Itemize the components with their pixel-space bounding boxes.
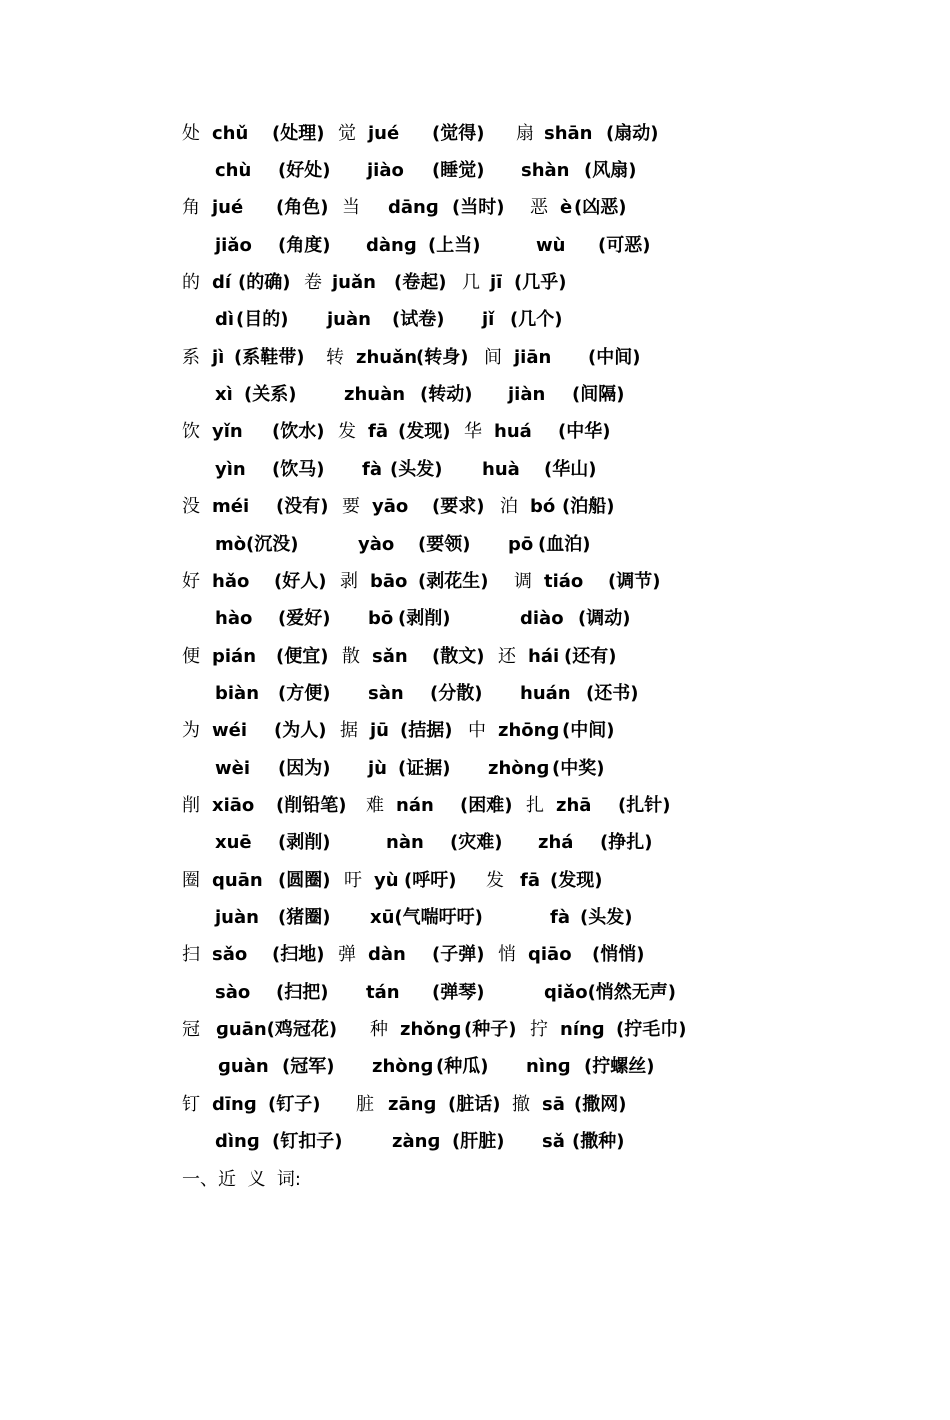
char: 发 xyxy=(338,421,356,442)
example-word: (撒种) xyxy=(572,1131,625,1152)
pinyin: bó xyxy=(530,496,556,517)
pinyin: yāo xyxy=(372,496,409,517)
line-5 xyxy=(182,268,567,298)
pinyin: nàn xyxy=(386,832,424,853)
example-word: (当时) xyxy=(452,197,505,218)
pinyin: sǎo xyxy=(212,944,248,965)
pinyin: fà xyxy=(550,907,570,928)
pinyin: chù xyxy=(215,160,252,181)
pinyin: jī xyxy=(490,272,503,293)
pinyin: zhǒnɡ xyxy=(400,1019,462,1040)
example-word: (卷起) xyxy=(394,272,447,293)
pinyin: ɡuàn xyxy=(218,1056,269,1077)
example-word: (钉子) xyxy=(268,1094,321,1115)
example-word: (要领) xyxy=(418,534,471,555)
char: 当 xyxy=(342,197,360,218)
char: 为 xyxy=(182,720,200,741)
pinyin: shān xyxy=(544,123,593,144)
char: 散 xyxy=(342,646,360,667)
example-word: (处理) xyxy=(272,123,325,144)
pinyin: qiāo xyxy=(528,944,572,965)
example-word: (关系) xyxy=(244,384,297,405)
pinyin: zhá xyxy=(538,832,574,853)
example-word: (华山) xyxy=(544,459,597,480)
example-word: (剥削) xyxy=(398,608,451,629)
example-word: (间隔) xyxy=(572,384,625,405)
example-word: (便宜) xyxy=(276,646,329,667)
example-word: (风扇) xyxy=(584,160,637,181)
char: 悄 xyxy=(498,944,516,965)
pinyin: sàn xyxy=(368,683,404,704)
example-word: (还有) xyxy=(564,646,617,667)
example-word: (调节) xyxy=(608,571,661,592)
pinyin: sǎ xyxy=(542,1131,565,1152)
section-heading: 一、近 义 词: xyxy=(182,1169,301,1190)
pinyin: yù xyxy=(374,870,399,891)
example-word: (扫把) xyxy=(276,982,329,1003)
example-word: (没有) xyxy=(276,496,329,517)
pinyin: wèi xyxy=(215,758,251,779)
example-word: (还书) xyxy=(586,683,639,704)
pinyin: qiǎo(悄然无声) xyxy=(544,982,677,1003)
example-word: (撒网) xyxy=(574,1094,627,1115)
example-word: (系鞋带) xyxy=(234,347,305,368)
pinyin: fà xyxy=(362,459,382,480)
pinyin: zhuǎn xyxy=(356,347,418,368)
example-word: (中间) xyxy=(562,720,615,741)
pinyin: sā xyxy=(542,1094,565,1115)
pinyin: zhuàn xyxy=(344,384,406,405)
example-word: (灾难) xyxy=(450,832,503,853)
pinyin: zhōnɡ xyxy=(498,720,560,741)
char: 卷 xyxy=(304,272,322,293)
line-13 xyxy=(182,567,661,597)
char: 恶 xyxy=(530,197,548,218)
example-word: (悄悄) xyxy=(592,944,645,965)
char: 据 xyxy=(340,720,358,741)
line-1 xyxy=(182,119,659,149)
example-word: (爱好) xyxy=(278,608,331,629)
line-26 xyxy=(182,1052,655,1082)
char: 转 xyxy=(326,347,344,368)
example-word: (发现) xyxy=(398,421,451,442)
example-word: (几乎) xyxy=(514,272,567,293)
char: 便 xyxy=(182,646,200,667)
example-word: (困难) xyxy=(460,795,513,816)
example-word: (发现) xyxy=(550,870,603,891)
example-word: (肝脏) xyxy=(452,1131,505,1152)
line-25 xyxy=(182,1015,687,1045)
pinyin: jǐ xyxy=(482,309,495,330)
line-11 xyxy=(182,492,615,522)
char: 几 xyxy=(462,272,480,293)
example-word: (冠军) xyxy=(282,1056,335,1077)
pinyin: zhònɡ xyxy=(372,1056,434,1077)
example-word: (拮据) xyxy=(400,720,453,741)
example-word: (试卷) xyxy=(392,309,445,330)
char: 间 xyxy=(484,347,502,368)
example-word: (转身) xyxy=(416,347,469,368)
example-word: (饮马) xyxy=(272,459,325,480)
char: 处 xyxy=(182,123,200,144)
pinyin: ɡuān(鸡冠花) xyxy=(216,1019,338,1040)
example-word: (为人) xyxy=(274,720,327,741)
example-word: (分散) xyxy=(430,683,483,704)
char: 冠 xyxy=(182,1019,200,1040)
char: 调 xyxy=(514,571,532,592)
example-word: (沉没) xyxy=(246,534,299,555)
pinyin: nìnɡ xyxy=(526,1056,571,1077)
example-word: (钉扣子) xyxy=(272,1131,343,1152)
char: 圈 xyxy=(182,870,200,891)
pinyin: è xyxy=(560,197,573,218)
pinyin: tiáo xyxy=(544,571,584,592)
example-word: (中奖) xyxy=(552,758,605,779)
example-word: (中间) xyxy=(588,347,641,368)
example-word: (目的) xyxy=(236,309,289,330)
pinyin: quān xyxy=(212,870,263,891)
line-12 xyxy=(182,530,591,560)
pinyin: méi xyxy=(212,496,250,517)
line-9 xyxy=(182,417,611,447)
char: 饮 xyxy=(182,421,200,442)
pinyin: zānɡ xyxy=(388,1094,437,1115)
pinyin: diào xyxy=(520,608,564,629)
pinyin: juǎn xyxy=(332,272,376,293)
example-word: (削铅笔) xyxy=(276,795,347,816)
example-word: (种子) xyxy=(464,1019,517,1040)
example-word: (转动) xyxy=(420,384,473,405)
pinyin: sào xyxy=(215,982,251,1003)
example-word: (剥花生) xyxy=(418,571,489,592)
example-word: (角色) xyxy=(276,197,329,218)
line-2 xyxy=(182,156,637,186)
example-word: (血泊) xyxy=(538,534,591,555)
char: 觉 xyxy=(338,123,356,144)
line-10 xyxy=(182,455,597,485)
char: 撤 xyxy=(512,1094,530,1115)
line-27 xyxy=(182,1090,627,1120)
pinyin: jù xyxy=(368,758,387,779)
pinyin: dí xyxy=(212,272,232,293)
pinyin: bāo xyxy=(370,571,408,592)
example-word: (睡觉) xyxy=(432,160,485,181)
pinyin: dàn xyxy=(368,944,406,965)
char: 还 xyxy=(498,646,516,667)
char: 削 xyxy=(182,795,200,816)
example-word: (脏话) xyxy=(448,1094,501,1115)
pinyin: juàn xyxy=(215,907,259,928)
pinyin: dànɡ xyxy=(366,235,417,256)
pinyin: sǎn xyxy=(372,646,408,667)
example-word: (方便) xyxy=(278,683,331,704)
example-word: (子弹) xyxy=(432,944,485,965)
line-4 xyxy=(182,231,651,261)
pinyin: hǎo xyxy=(212,571,250,592)
line-3 xyxy=(182,193,627,223)
char: 脏 xyxy=(356,1094,374,1115)
char: 系 xyxy=(182,347,200,368)
example-word: (扇动) xyxy=(606,123,659,144)
example-word: (好人) xyxy=(274,571,327,592)
pinyin: huá xyxy=(494,421,532,442)
pinyin: jué xyxy=(212,197,244,218)
example-word: (调动) xyxy=(578,608,631,629)
char: 钉 xyxy=(182,1094,200,1115)
example-word: (头发) xyxy=(390,459,443,480)
example-word: (拧螺丝) xyxy=(584,1056,655,1077)
pinyin: dīnɡ xyxy=(212,1094,257,1115)
line-24 xyxy=(182,978,677,1008)
char: 剥 xyxy=(340,571,358,592)
example-word: (证据) xyxy=(398,758,451,779)
example-word: (角度) xyxy=(278,235,331,256)
pinyin: xuē xyxy=(215,832,252,853)
pinyin: yǐn xyxy=(212,421,243,442)
line-14 xyxy=(182,604,631,634)
example-word: (猪圈) xyxy=(278,907,331,928)
line-17 xyxy=(182,716,615,746)
example-word: (因为) xyxy=(278,758,331,779)
example-word: (觉得) xyxy=(432,123,485,144)
example-word: (的确) xyxy=(238,272,291,293)
char: 中 xyxy=(468,720,486,741)
pinyin: wéi xyxy=(212,720,248,741)
example-word: (可恶) xyxy=(598,235,651,256)
pinyin: yìn xyxy=(215,459,246,480)
pinyin: hái xyxy=(528,646,560,667)
char: 角 xyxy=(182,197,200,218)
example-word: (几个) xyxy=(510,309,563,330)
char: 扇 xyxy=(516,123,534,144)
pinyin: fā xyxy=(520,870,540,891)
line-7 xyxy=(182,343,641,373)
char: 难 xyxy=(366,795,384,816)
pinyin: chǔ xyxy=(212,123,249,144)
pinyin: huà xyxy=(482,459,520,480)
char: 种 xyxy=(370,1019,388,1040)
example-word: (扎针) xyxy=(618,795,671,816)
pinyin: xì xyxy=(215,384,233,405)
example-word: (饮水) xyxy=(272,421,325,442)
char: 弹 xyxy=(338,944,356,965)
char: 发 xyxy=(486,870,504,891)
example-word: (凶恶) xyxy=(574,197,627,218)
pinyin: bō xyxy=(368,608,394,629)
line-6 xyxy=(182,305,563,335)
line-20 xyxy=(182,828,653,858)
line-23 xyxy=(182,940,645,970)
example-word: (剥削) xyxy=(278,832,331,853)
pinyin: zànɡ xyxy=(392,1131,441,1152)
pinyin: shàn xyxy=(521,160,570,181)
example-word: (弹琴) xyxy=(432,982,485,1003)
char: 吁 xyxy=(344,870,362,891)
example-word: (泊船) xyxy=(562,496,615,517)
example-word: (要求) xyxy=(432,496,485,517)
pinyin: jì xyxy=(212,347,225,368)
pinyin: jiào xyxy=(367,160,404,181)
example-word: (扫地) xyxy=(272,944,325,965)
pinyin: jiǎo xyxy=(215,235,252,256)
line-22 xyxy=(182,903,633,933)
pinyin: yào xyxy=(358,534,395,555)
example-word: (呼吁) xyxy=(404,870,457,891)
example-word: (拧毛巾) xyxy=(616,1019,687,1040)
line-18 xyxy=(182,754,605,784)
pinyin: tán xyxy=(366,982,400,1003)
example-word: (散文) xyxy=(432,646,485,667)
example-word: (中华) xyxy=(558,421,611,442)
char: 的 xyxy=(182,272,200,293)
pinyin: zhònɡ xyxy=(488,758,550,779)
char: 华 xyxy=(464,421,482,442)
pinyin: xū(气喘吁吁) xyxy=(370,907,483,928)
char: 扫 xyxy=(182,944,200,965)
pinyin: jū xyxy=(370,720,389,741)
example-word: (种瓜) xyxy=(436,1056,489,1077)
char: 拧 xyxy=(530,1019,548,1040)
char: 要 xyxy=(342,496,360,517)
pinyin: fā xyxy=(368,421,388,442)
example-word: (头发) xyxy=(580,907,633,928)
char: 扎 xyxy=(526,795,544,816)
example-word: (上当) xyxy=(428,235,481,256)
line-16 xyxy=(182,679,639,709)
char: 泊 xyxy=(500,496,518,517)
line-21 xyxy=(182,866,603,896)
char: 好 xyxy=(182,571,200,592)
pinyin: jiàn xyxy=(508,384,546,405)
example-word: (挣扎) xyxy=(600,832,653,853)
char: 没 xyxy=(182,496,200,517)
line-15 xyxy=(182,642,617,672)
line-19 xyxy=(182,791,671,821)
pinyin: zhā xyxy=(556,795,592,816)
pinyin: dìnɡ xyxy=(215,1131,260,1152)
example-word: (圆圈) xyxy=(278,870,331,891)
line-28 xyxy=(182,1127,625,1157)
pinyin: pián xyxy=(212,646,257,667)
pinyin: pō xyxy=(508,534,534,555)
pinyin: jiān xyxy=(514,347,552,368)
pinyin: nán xyxy=(396,795,434,816)
example-word: (好处) xyxy=(278,160,331,181)
pinyin: biàn xyxy=(215,683,260,704)
pinyin: dānɡ xyxy=(388,197,439,218)
pinyin: xiāo xyxy=(212,795,255,816)
pinyin: mò xyxy=(215,534,247,555)
pinyin: dì xyxy=(215,309,235,330)
pinyin: nínɡ xyxy=(560,1019,605,1040)
pinyin: jué xyxy=(368,123,400,144)
pinyin: wù xyxy=(536,235,566,256)
pinyin: hào xyxy=(215,608,253,629)
line-8 xyxy=(182,380,625,410)
pinyin: juàn xyxy=(327,309,371,330)
pinyin: huán xyxy=(520,683,571,704)
